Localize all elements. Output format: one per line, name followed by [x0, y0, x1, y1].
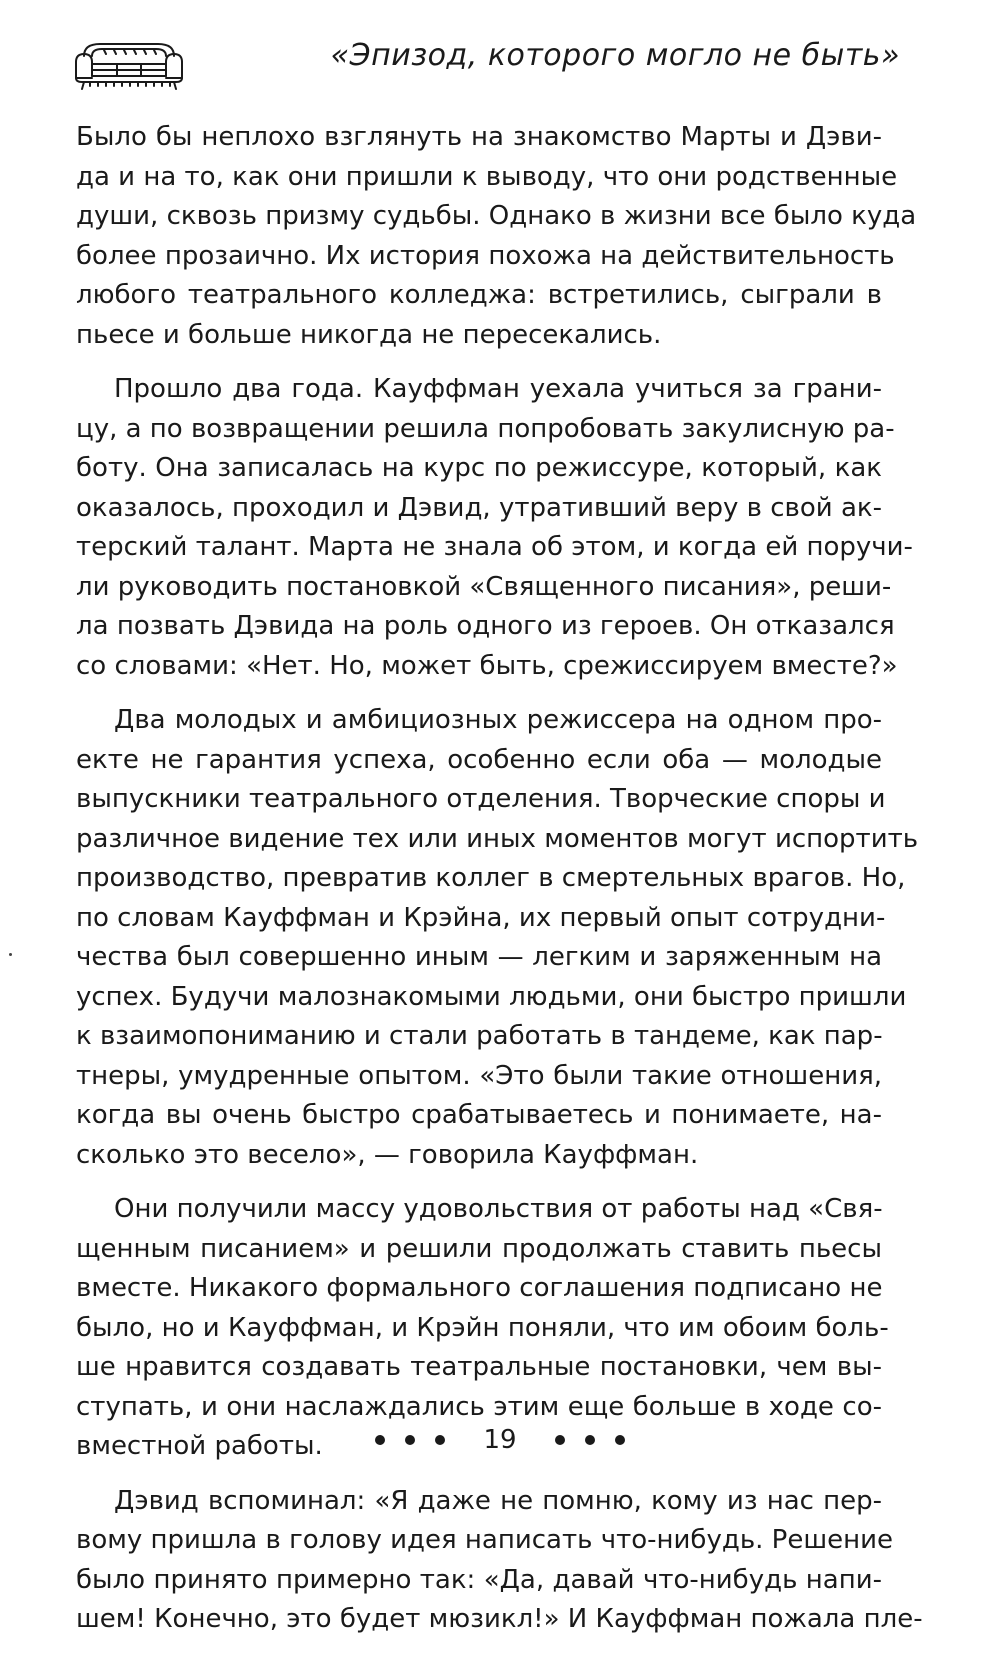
running-title: «Эпизод, которого могло не быть»	[330, 38, 900, 73]
footer-dots-left	[375, 1435, 445, 1445]
text-line: да и на то, как они пришли к выводу, что они родственные	[76, 161, 898, 192]
text-line: любого театрального колледжа: встретились, сыграли в	[76, 280, 882, 310]
text-line: вому пришла в голову идея написать что-нибудь. Решение	[76, 1525, 894, 1555]
text-line: Два молодых и амбициозных режиссера на одном про-	[114, 705, 882, 735]
text-line: к взаимопониманию и стали работать в тандеме, как пар-	[76, 1021, 883, 1051]
text-line: было принято примерно так: «Да, давай что-нибудь напи-	[76, 1564, 882, 1595]
text-line: тнеры, умудренные опытом. «Это были такие отношения,	[76, 1060, 882, 1091]
text-line: было, но и Кауффман, и Крэйн поняли, что им обоим боль-	[76, 1312, 889, 1343]
text-line: ступать, и они наслаждались этим еще больше в ходе со-	[76, 1391, 882, 1422]
bullet-dot	[585, 1435, 595, 1445]
page-header	[0, 0, 1000, 110]
sofa-icon	[70, 36, 188, 94]
text-line: сколько это весело», — говорила Кауффман.	[76, 1139, 699, 1170]
text-line: екте не гарантия успеха, особенно если оба — молодые	[76, 744, 882, 775]
text-line: души, сквозь призму судьбы. Однако в жизни все было куда	[76, 201, 917, 231]
text-line: производство, превратив коллег в смертельных врагов. Но,	[76, 863, 906, 893]
text-line: ла позвать Дэвида на роль одного из героев. Он отказался	[76, 611, 895, 641]
paragraph	[76, 1482, 923, 1640]
text-line: пьесе и больше никогда не пересекались.	[76, 319, 662, 350]
paragraph	[76, 118, 917, 355]
bullet-dot	[615, 1435, 625, 1445]
text-line: различное видение тех или иных моментов могут испортить	[76, 823, 919, 854]
text-line: выпускники театрального отделения. Творческие споры и	[76, 784, 886, 814]
text-line: чества был совершенно иным — легким и заряженным на	[76, 942, 882, 972]
paragraph	[76, 701, 919, 1175]
text-line: ше нравится создавать театральные постановки, чем вы-	[76, 1352, 882, 1382]
bullet-dot	[375, 1435, 385, 1445]
footer-dots-right	[555, 1435, 625, 1445]
text-line: щенным писанием» и решили продолжать ставить пьесы	[76, 1233, 882, 1264]
text-line: цу, а по возвращении решила попробовать закулисную ра-	[76, 413, 895, 444]
bullet-dot	[405, 1435, 415, 1445]
text-line: более прозаично. Их история похожа на действительность	[76, 240, 895, 271]
text-line: когда вы очень быстро срабатываетесь и понимаете, на-	[76, 1100, 882, 1130]
page-footer	[0, 1420, 1000, 1460]
text-line: терский талант. Марта не знала об этом, и когда ей поручи-	[76, 532, 913, 562]
text-line: оказалось, проходил и Дэвид, утративший веру в свой ак-	[76, 492, 882, 523]
paragraph	[76, 370, 913, 686]
text-line: успех. Будучи малознакомыми людьми, они быстро пришли	[76, 981, 907, 1012]
bullet-dot	[435, 1435, 445, 1445]
text-line: Дэвид вспоминал: «Я даже не помню, кому из нас пер-	[114, 1485, 882, 1516]
text-line: Было бы неплохо взглянуть на знакомство Марты и Дэви-	[76, 122, 882, 152]
text-line: Они получили массу удовольствия от работы над «Свя-	[114, 1194, 883, 1224]
text-line: ли руководить постановкой «Священного писания», реши-	[76, 571, 892, 602]
text-line: по словам Кауффман и Крэйна, их первый опыт сотрудни-	[76, 902, 886, 933]
text-line: со словами: «Нет. Но, может быть, срежиссируем вместе?»	[76, 650, 898, 681]
text-line: шем! Конечно, это будет мюзикл!» И Кауффман пожала пле-	[76, 1604, 923, 1634]
margin-dot	[9, 953, 12, 956]
text-line: боту. Она записалась на курс по режиссуре, который, как	[76, 453, 882, 483]
text-line: вместе. Никакого формального соглашения подписано не	[76, 1273, 883, 1303]
text-line: Прошло два года. Кауффман уехала учиться за грани-	[114, 374, 882, 404]
text-line: вместной работы.	[76, 1431, 323, 1461]
page-number: 19	[483, 1425, 517, 1455]
bullet-dot	[555, 1435, 565, 1445]
